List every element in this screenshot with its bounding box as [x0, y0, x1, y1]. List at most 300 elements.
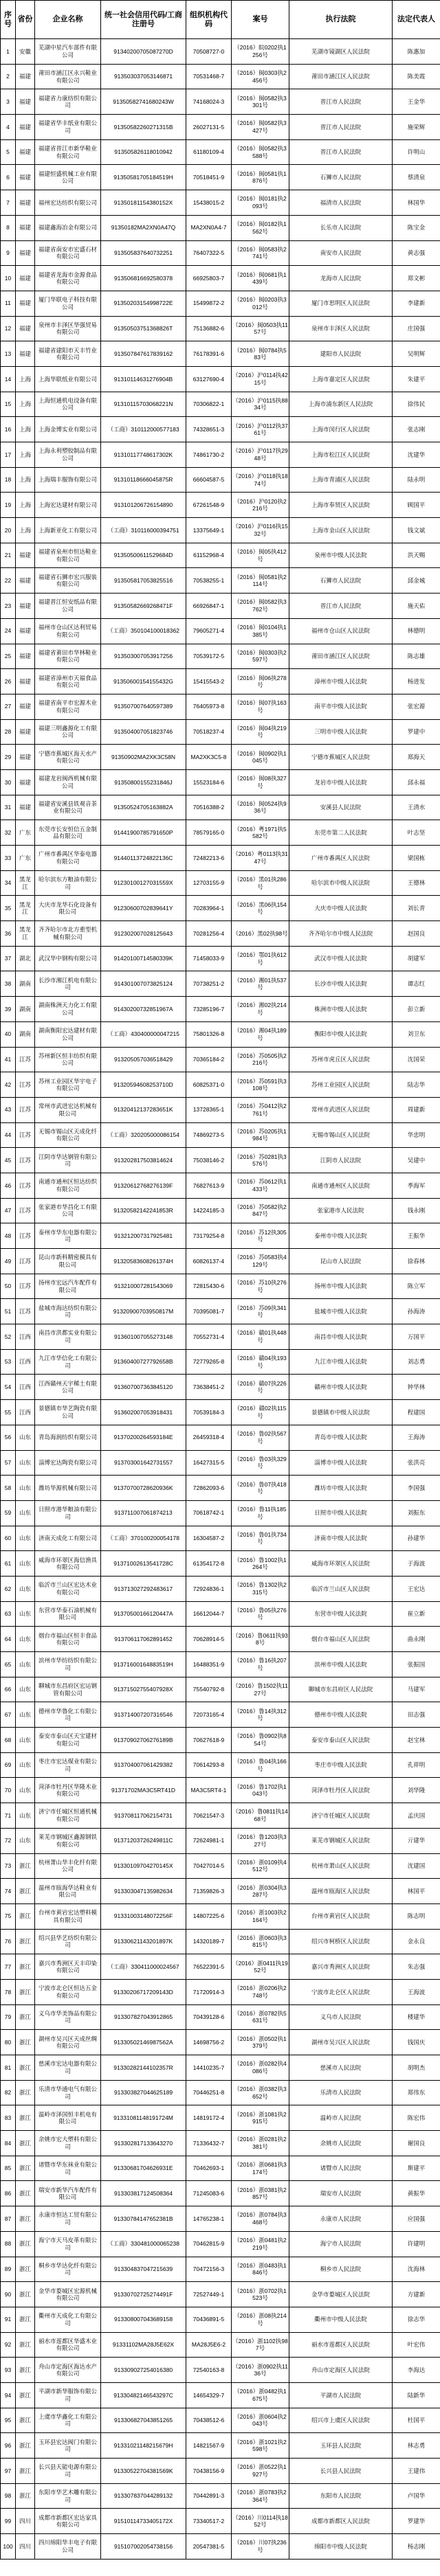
case-number-cell: （2016）浙0902执1136号 — [232, 2358, 289, 2383]
credit-code-cell: 91310118666045875R — [101, 467, 186, 493]
legal-rep-cell: 赵国良 — [393, 921, 440, 947]
credit-code-cell: 91330522704381569K — [101, 2459, 186, 2484]
table-row — [1, 745, 440, 770]
company-name-cell: 扬州市宏远汽车配件有限公司 — [35, 1274, 101, 1299]
org-code-cell: 75038146-2 — [186, 1148, 232, 1173]
credit-code-cell: 91441900785791650P — [101, 820, 186, 846]
seq-cell: 68 — [1, 1728, 16, 1753]
credit-code-cell: 91370200264593184E — [101, 1425, 186, 1450]
credit-code-cell: 91510114733405172X — [101, 2509, 186, 2534]
table-row — [1, 971, 440, 997]
company-name-cell: 玉环县宏达阀门有限公司 — [35, 2433, 101, 2459]
province-cell: 福建 — [16, 89, 35, 115]
province-cell: 山东 — [16, 1425, 35, 1450]
company-name-cell: 九江市华信化工有限公司 — [35, 1349, 101, 1375]
credit-code-cell: 913507847617839162 — [101, 341, 186, 367]
court-cell: 大庆市中级人民法院 — [289, 896, 393, 921]
credit-code-cell: 91320583608261374H — [101, 1249, 186, 1274]
legal-rep-cell: 李海达 — [393, 2358, 440, 2383]
org-code-cell: 70472156-3 — [186, 2257, 232, 2282]
court-cell: 乐清市人民法院 — [289, 2080, 393, 2105]
company-name-cell: 福建省晋江市新华鞋业有限公司 — [35, 139, 101, 165]
legal-rep-cell: 胡建军 — [393, 946, 440, 971]
legal-rep-cell: 卢国华 — [393, 2483, 440, 2509]
seq-cell: 82 — [1, 2080, 16, 2105]
org-code-cell: 61354172-8 — [186, 1551, 232, 1577]
table-row — [1, 644, 440, 669]
case-number-cell: （2016）闽08执327号 — [232, 769, 289, 795]
court-cell: 三明市中级人民法院 — [289, 719, 393, 745]
court-cell: 南通市通州区人民法院 — [289, 1173, 393, 1198]
legal-rep-cell: 庄国强 — [393, 316, 440, 341]
credit-code-cell: 91440113724822136C — [101, 846, 186, 871]
province-cell: 江苏 — [16, 1173, 35, 1198]
org-code-cell: 70552731-4 — [186, 1324, 232, 1350]
court-cell: 芜湖市镜湖区人民法院 — [289, 39, 393, 65]
case-number-cell: （2016）浙0502执1379号 — [232, 2030, 289, 2055]
seq-cell: 87 — [1, 2206, 16, 2232]
province-cell: 浙江 — [16, 2459, 35, 2484]
case-number-cell: （2016）皖0202执1256号 — [232, 39, 289, 65]
credit-code-cell: 913307837044289132 — [101, 2483, 186, 2509]
legal-rep-cell: 陈志明 — [393, 1903, 440, 1929]
seq-cell: 37 — [1, 946, 16, 971]
org-code-cell: 70438156-9 — [186, 2459, 232, 2484]
credit-code-cell: 913101206726154890 — [101, 493, 186, 518]
province-cell: 浙江 — [16, 2181, 35, 2206]
province-cell: 山东 — [16, 1476, 35, 1501]
seq-cell: 45 — [1, 1148, 16, 1173]
org-code-cell: 14320189-7 — [186, 1929, 232, 1954]
table-row — [1, 2483, 440, 2509]
table-row — [1, 341, 440, 367]
seq-cell: 36 — [1, 921, 16, 947]
court-cell: 桐乡市人民法院 — [289, 2257, 393, 2282]
table-row — [1, 1349, 440, 1375]
legal-rep-cell: 叶志坚 — [393, 820, 440, 846]
org-code-cell: 66604587-5 — [186, 467, 232, 493]
province-cell: 福建 — [16, 139, 35, 165]
legal-rep-cell: 季海军 — [393, 1173, 440, 1198]
province-cell: 浙江 — [16, 2433, 35, 2459]
company-name-cell: 盐城市海达纺织有限公司 — [35, 1299, 101, 1324]
credit-code-cell: 91350902MA2XK3C58N — [101, 745, 186, 770]
table-row — [1, 1853, 440, 1879]
case-number-cell: （2016）苏0412执2761号 — [232, 1097, 289, 1122]
org-code-cell: 14698756-2 — [186, 2030, 232, 2055]
case-number-cell: （2016）浙1081执2915号 — [232, 2105, 289, 2131]
legal-rep-cell: 许建明 — [393, 2231, 440, 2257]
seq-cell: 54 — [1, 1375, 16, 1400]
seq-cell: 69 — [1, 1752, 16, 1778]
court-cell: 福州市仓山区人民法院 — [289, 618, 393, 644]
company-name-cell: 温岭市泽国恒丰机电有限公司 — [35, 2105, 101, 2131]
table-row — [1, 694, 440, 719]
province-cell: 江苏 — [16, 1249, 35, 1274]
case-number-cell: （2016）闽0104执1385号 — [232, 618, 289, 644]
header-case-number: 案号 — [232, 1, 289, 39]
province-cell: 浙江 — [16, 2156, 35, 2181]
court-cell: 长兴县人民法院 — [289, 2459, 393, 2484]
org-code-cell: 78579165-0 — [186, 820, 232, 846]
legal-rep-cell: 陈美霞 — [393, 64, 440, 89]
court-cell: 东阳市人民法院 — [289, 2483, 393, 2509]
province-cell: 浙江 — [16, 2231, 35, 2257]
credit-code-cell: 91310115703068221N — [101, 392, 186, 417]
province-cell: 江苏 — [16, 1122, 35, 1148]
header-company-name: 企业名称 — [35, 1, 101, 39]
org-code-cell: 70365184-2 — [186, 1047, 232, 1072]
credit-code-cell: （工商）310112000577183 — [101, 417, 186, 442]
case-number-cell: （2016）赣04执193号 — [232, 1349, 289, 1375]
company-name-cell: 厦门华联电子科技有限公司 — [35, 291, 101, 316]
org-code-cell: 15523184-6 — [186, 769, 232, 795]
legal-rep-cell: 曲永刚 — [393, 1627, 440, 1652]
credit-code-cell: 91370700728620936K — [101, 1476, 186, 1501]
credit-code-cell: 913711007061874213 — [101, 1500, 186, 1526]
org-code-cell: 70508727-0 — [186, 39, 232, 65]
seq-cell: 75 — [1, 1903, 16, 1929]
org-code-cell: 74869273-5 — [186, 1122, 232, 1148]
province-cell: 山东 — [16, 1677, 35, 1702]
org-code-cell: 70621547-3 — [186, 1803, 232, 1829]
province-cell: 山东 — [16, 1778, 35, 1803]
legal-rep-cell: 杨进发 — [393, 669, 440, 694]
legal-rep-cell: 钟华林 — [393, 1375, 440, 1400]
org-code-cell: 14410235-7 — [186, 2055, 232, 2081]
credit-code-cell: 91320594608253710D — [101, 1072, 186, 1098]
seq-cell: 66 — [1, 1677, 16, 1702]
legal-rep-cell: 王海波 — [393, 1979, 440, 2004]
case-number-cell: （2016）沪0114执4215号 — [232, 366, 289, 392]
province-cell: 山东 — [16, 1526, 35, 1551]
case-number-cell: （2016）浙0522执1927号 — [232, 2459, 289, 2484]
court-cell: 株洲市中级人民法院 — [289, 997, 393, 1022]
table-row — [1, 1021, 440, 1047]
province-cell: 福建 — [16, 618, 35, 644]
province-cell: 浙江 — [16, 2358, 35, 2383]
credit-code-cell: 91371502755407928X — [101, 1677, 186, 1702]
case-number-cell: （2016）浙0281执2381号 — [232, 2131, 289, 2156]
case-number-cell: （2016）粤1971执5582号 — [232, 820, 289, 846]
company-name-cell: 福建鑫海冶金有限公司 — [35, 215, 101, 240]
seq-cell: 70 — [1, 1778, 16, 1803]
table-row — [1, 2332, 440, 2358]
table-row — [1, 1979, 440, 2004]
case-number-cell: （2016）闽0182执1562号 — [232, 215, 289, 240]
court-cell: 温州市瓯海区人民法院 — [289, 1879, 393, 1904]
credit-code-cell: 91331081148191724M — [101, 2105, 186, 2131]
court-cell: 东营市中级人民法院 — [289, 1601, 393, 1627]
court-cell: 泉州市中级人民法院 — [289, 543, 393, 568]
company-name-cell: 福建省华丰纸业有限公司 — [35, 115, 101, 140]
legal-rep-cell: 孟庆国 — [393, 1803, 440, 1829]
case-number-cell: （2016）浙0604执2043号 — [232, 2408, 289, 2433]
province-cell: 福建 — [16, 190, 35, 216]
org-code-cell: 13375649-1 — [186, 518, 232, 543]
seq-cell: 28 — [1, 719, 16, 745]
org-code-cell: 70446251-8 — [186, 2080, 232, 2105]
company-name-cell: 长沙市湘江机电有限公司 — [35, 971, 101, 997]
court-cell: 石狮市人民法院 — [289, 568, 393, 594]
org-code-cell: 70628914-5 — [186, 1627, 232, 1652]
seq-cell: 71 — [1, 1803, 16, 1829]
org-code-cell: 70283964-1 — [186, 896, 232, 921]
province-cell: 福建 — [16, 341, 35, 367]
province-cell: 四川 — [16, 2509, 35, 2534]
seq-cell: 23 — [1, 594, 16, 619]
company-name-cell: 威海市环翠区海信渔具有限公司 — [35, 1551, 101, 1577]
org-code-cell: 61152968-4 — [186, 543, 232, 568]
case-number-cell: （2016）闽0582执3427号 — [232, 115, 289, 140]
table-row — [1, 291, 440, 316]
table-row — [1, 1652, 440, 1677]
seq-cell: 94 — [1, 2382, 16, 2408]
company-name-cell: 福建省建阳市天丰竹业有限公司 — [35, 341, 101, 367]
case-number-cell: （2016）苏10执276号 — [232, 1274, 289, 1299]
credit-code-cell: 91430200732851967A — [101, 997, 186, 1022]
credit-code-cell: （工商）330411000024567 — [101, 1954, 186, 1980]
legal-rep-cell: 叶宏伟 — [393, 2332, 440, 2358]
seq-cell: 21 — [1, 543, 16, 568]
org-code-cell: 70306822-1 — [186, 392, 232, 417]
case-number-cell: （2016）浙0681执3174号 — [232, 2156, 289, 2181]
seq-cell: 67 — [1, 1702, 16, 1728]
legal-rep-cell: 顾国平 — [393, 493, 440, 518]
company-name-cell: 东阳市华艺木雕有限公司 — [35, 2483, 101, 2509]
seq-cell: 16 — [1, 417, 16, 442]
court-cell: 苏州市虎丘区人民法院 — [289, 1047, 393, 1072]
court-cell: 苏州工业园区人民法院 — [289, 1072, 393, 1098]
case-number-cell: （2016）鲁07执418号 — [232, 1476, 289, 1501]
company-name-cell: 台州市黄岩宏达塑料模具有限公司 — [35, 1903, 101, 1929]
credit-code-cell: 91310114631276904B — [101, 366, 186, 392]
company-name-cell: 金华市婺城区宏源机械有限公司 — [35, 2282, 101, 2307]
table-row — [1, 417, 440, 442]
org-code-cell: 14821567-9 — [186, 2433, 232, 2459]
credit-code-cell: 913307827043912865 — [101, 2004, 186, 2030]
company-name-cell: 芜湖中星汽车部件有限公司 — [35, 39, 101, 65]
credit-code-cell: 91330702725274491F — [101, 2282, 186, 2307]
province-cell: 浙江 — [16, 2055, 35, 2081]
credit-code-cell: （工商）310116000394751 — [101, 518, 186, 543]
case-number-cell: （2016）闽0583执2741号 — [232, 240, 289, 266]
province-cell: 浙江 — [16, 2332, 35, 2358]
legal-rep-cell: 施天佑 — [393, 594, 440, 619]
company-name-cell: 上海华联纸业有限公司 — [35, 366, 101, 392]
case-number-cell: （2016）闽0582执3762号 — [232, 594, 289, 619]
legal-rep-cell: 罗建华 — [393, 2509, 440, 2534]
legal-rep-cell: 杨志刚 — [393, 2534, 440, 2560]
table-row — [1, 1601, 440, 1627]
legal-rep-cell: 罗建中 — [393, 719, 440, 745]
credit-code-cell: 91320582142241853R — [101, 1198, 186, 1223]
case-number-cell: （2016）浙0603执3815号 — [232, 1929, 289, 1954]
table-row — [1, 946, 440, 971]
org-code-cell: 14765238-1 — [186, 2206, 232, 2232]
table-row — [1, 1526, 440, 1551]
legal-rep-cell: 陆新华 — [393, 2382, 440, 2408]
seq-cell: 4 — [1, 115, 16, 140]
court-cell: 菏泽市牡丹区人民法院 — [289, 1778, 393, 1803]
seq-cell: 6 — [1, 165, 16, 190]
table-row — [1, 1903, 440, 1929]
case-number-cell: （2016）苏0281执3576号 — [232, 1148, 289, 1173]
seq-cell: 99 — [1, 2509, 16, 2534]
court-cell: 淄博市中级人民法院 — [289, 1450, 393, 1476]
table-row — [1, 2105, 440, 2131]
seq-cell: 15 — [1, 392, 16, 417]
court-cell: 龙海市人民法院 — [289, 266, 393, 291]
legal-rep-cell: 徐春林 — [393, 1249, 440, 1274]
legal-rep-cell: 钱文斌 — [393, 518, 440, 543]
case-number-cell: （2016）苏09执341号 — [232, 1299, 289, 1324]
credit-code-cell: 91350181154380152X — [101, 190, 186, 216]
legal-rep-cell: 刘华隆 — [393, 1778, 440, 1803]
table-row — [1, 2534, 440, 2560]
legal-rep-cell: 沈国荣 — [393, 1047, 440, 1072]
legal-rep-cell: 林国华 — [393, 190, 440, 216]
header-row — [1, 1, 440, 39]
legal-rep-cell: 许明山 — [393, 139, 440, 165]
credit-code-cell: 91350582260271315B — [101, 115, 186, 140]
province-cell: 福建 — [16, 694, 35, 719]
case-number-cell: （2016）鲁1002执1264号 — [232, 1551, 289, 1577]
legal-rep-cell: 郑海天 — [393, 745, 440, 770]
case-number-cell: （2016）苏0583执4129号 — [232, 1249, 289, 1274]
org-code-cell: 70614293-8 — [186, 1752, 232, 1778]
org-code-cell: 75540792-8 — [186, 1677, 232, 1702]
case-number-cell: （2016）鲁02执567号 — [232, 1425, 289, 1450]
company-name-cell: 济宁市任城区恒通机械有限公司 — [35, 1803, 101, 1829]
court-cell: 石狮市人民法院 — [289, 165, 393, 190]
credit-code-cell: 91350524705163882A — [101, 795, 186, 820]
province-cell: 山东 — [16, 1652, 35, 1677]
court-cell: 泰安市泰山区人民法院 — [289, 1728, 393, 1753]
case-number-cell: （2016）闽0784执583号 — [232, 341, 289, 367]
org-code-cell: 71720914-3 — [186, 1979, 232, 2004]
court-cell: 临沂市兰山区人民法院 — [289, 1576, 393, 1601]
company-name-cell: 福建省南平市宏源木业有限公司 — [35, 694, 101, 719]
table-row — [1, 518, 440, 543]
seq-cell: 57 — [1, 1450, 16, 1476]
credit-code-cell: 91371203726249811C — [101, 1828, 186, 1853]
case-number-cell: （2016）苏12执305号 — [232, 1223, 289, 1249]
seq-cell: 100 — [1, 2534, 16, 2560]
credit-code-cell: 913210007281543069 — [101, 1274, 186, 1299]
seq-cell: 78 — [1, 1979, 16, 2004]
court-cell: 烟台市福山区人民法院 — [289, 1627, 393, 1652]
legal-rep-cell: 沈海林 — [393, 2257, 440, 2282]
legal-rep-cell: 王海涛 — [393, 1425, 440, 1450]
credit-code-cell: 91350582741680243W — [101, 89, 186, 115]
table-row — [1, 1828, 440, 1853]
court-cell: 济宁市任城区人民法院 — [289, 1803, 393, 1829]
table-row — [1, 846, 440, 871]
company-name-cell: 上海永利塑胶制品有限公司 — [35, 442, 101, 468]
seq-cell: 83 — [1, 2105, 16, 2131]
court-cell: 泰州市中级人民法院 — [289, 1223, 393, 1249]
company-name-cell: 杭州萧山华丰化纤有限公司 — [35, 1853, 101, 1879]
province-cell: 山东 — [16, 1803, 35, 1829]
table-row — [1, 2181, 440, 2206]
province-cell: 黑龙江 — [16, 921, 35, 947]
credit-code-cell: （工商）330481000065238 — [101, 2231, 186, 2257]
company-name-cell: 舟山市定海区海达水产有限公司 — [35, 2358, 101, 2383]
company-name-cell: 海宁市天马皮革有限公司 — [35, 2231, 101, 2257]
province-cell: 四川 — [16, 2534, 35, 2560]
seq-cell: 8 — [1, 215, 16, 240]
table-row — [1, 1954, 440, 1980]
case-number-cell: （2016）赣01执448号 — [232, 1324, 289, 1350]
seq-cell: 9 — [1, 240, 16, 266]
table-row — [1, 1299, 440, 1324]
seq-cell: 25 — [1, 644, 16, 669]
province-cell: 上海 — [16, 493, 35, 518]
company-name-cell: 上海瑞丰服饰有限公司 — [35, 467, 101, 493]
court-cell: 台州市黄岩区人民法院 — [289, 1903, 393, 1929]
credit-code-cell: 91350203154998722E — [101, 291, 186, 316]
table-row — [1, 64, 440, 89]
org-code-cell: 13728365-1 — [186, 1097, 232, 1122]
province-cell: 黑龙江 — [16, 896, 35, 921]
province-cell: 江苏 — [16, 1274, 35, 1299]
court-cell: 常州市武进区人民法院 — [289, 1097, 393, 1122]
seq-cell: 39 — [1, 997, 16, 1022]
table-row — [1, 2030, 440, 2055]
table-row — [1, 1450, 440, 1476]
seq-cell: 73 — [1, 1853, 16, 1879]
seq-cell: 79 — [1, 2004, 16, 2030]
case-number-cell: （2016）浙0481执2219号 — [232, 2231, 289, 2257]
company-name-cell: 长兴县天能电源有限公司 — [35, 2459, 101, 2484]
province-cell: 浙江 — [16, 2483, 35, 2509]
court-cell: 枣庄市中级人民法院 — [289, 1752, 393, 1778]
seq-cell: 51 — [1, 1299, 16, 1324]
header-court: 执行法院 — [289, 1, 393, 39]
province-cell: 福建 — [16, 568, 35, 594]
court-cell: 慈溪市人民法院 — [289, 2055, 393, 2081]
legal-rep-cell: 斯建平 — [393, 2156, 440, 2181]
seq-cell: 22 — [1, 568, 16, 594]
company-name-cell: 枣庄市宏达煤业有限公司 — [35, 1752, 101, 1778]
case-number-cell: （2016）鲁01执734号 — [232, 1526, 289, 1551]
case-number-cell: （2016）川0114执1852号 — [232, 2509, 289, 2534]
province-cell: 江苏 — [16, 1047, 35, 1072]
court-cell: 宁波市北仑区人民法院 — [289, 1979, 393, 2004]
province-cell: 上海 — [16, 467, 35, 493]
seq-cell: 58 — [1, 1476, 16, 1501]
legal-rep-cell: 谭志红 — [393, 971, 440, 997]
company-name-cell: 南通市通州区恒达纺织有限公司 — [35, 1173, 101, 1198]
company-name-cell: 哈尔滨东方粮油有限公司 — [35, 870, 101, 896]
credit-code-cell: （工商）350104100018362 — [101, 618, 186, 644]
table-row — [1, 1728, 440, 1753]
case-number-cell: （2016）鲁0611执938号 — [232, 1627, 289, 1652]
company-name-cell: 福建三明鑫源化工有限公司 — [35, 719, 101, 745]
legal-rep-cell: 林国平 — [393, 1879, 440, 1904]
org-code-cell: 70438512-6 — [186, 2408, 232, 2433]
table-row — [1, 89, 440, 115]
table-row — [1, 870, 440, 896]
province-cell: 广东 — [16, 846, 35, 871]
court-cell: 晋江市人民法院 — [289, 89, 393, 115]
credit-code-cell: 91320612768276139F — [101, 1173, 186, 1198]
case-number-cell: （2016）沪0117执2948号 — [232, 442, 289, 468]
case-number-cell: （2016）苏0612执1433号 — [232, 1173, 289, 1198]
case-number-cell: （2016）鄂01执612号 — [232, 946, 289, 971]
credit-code-cell: 912302007028125643 — [101, 921, 186, 947]
